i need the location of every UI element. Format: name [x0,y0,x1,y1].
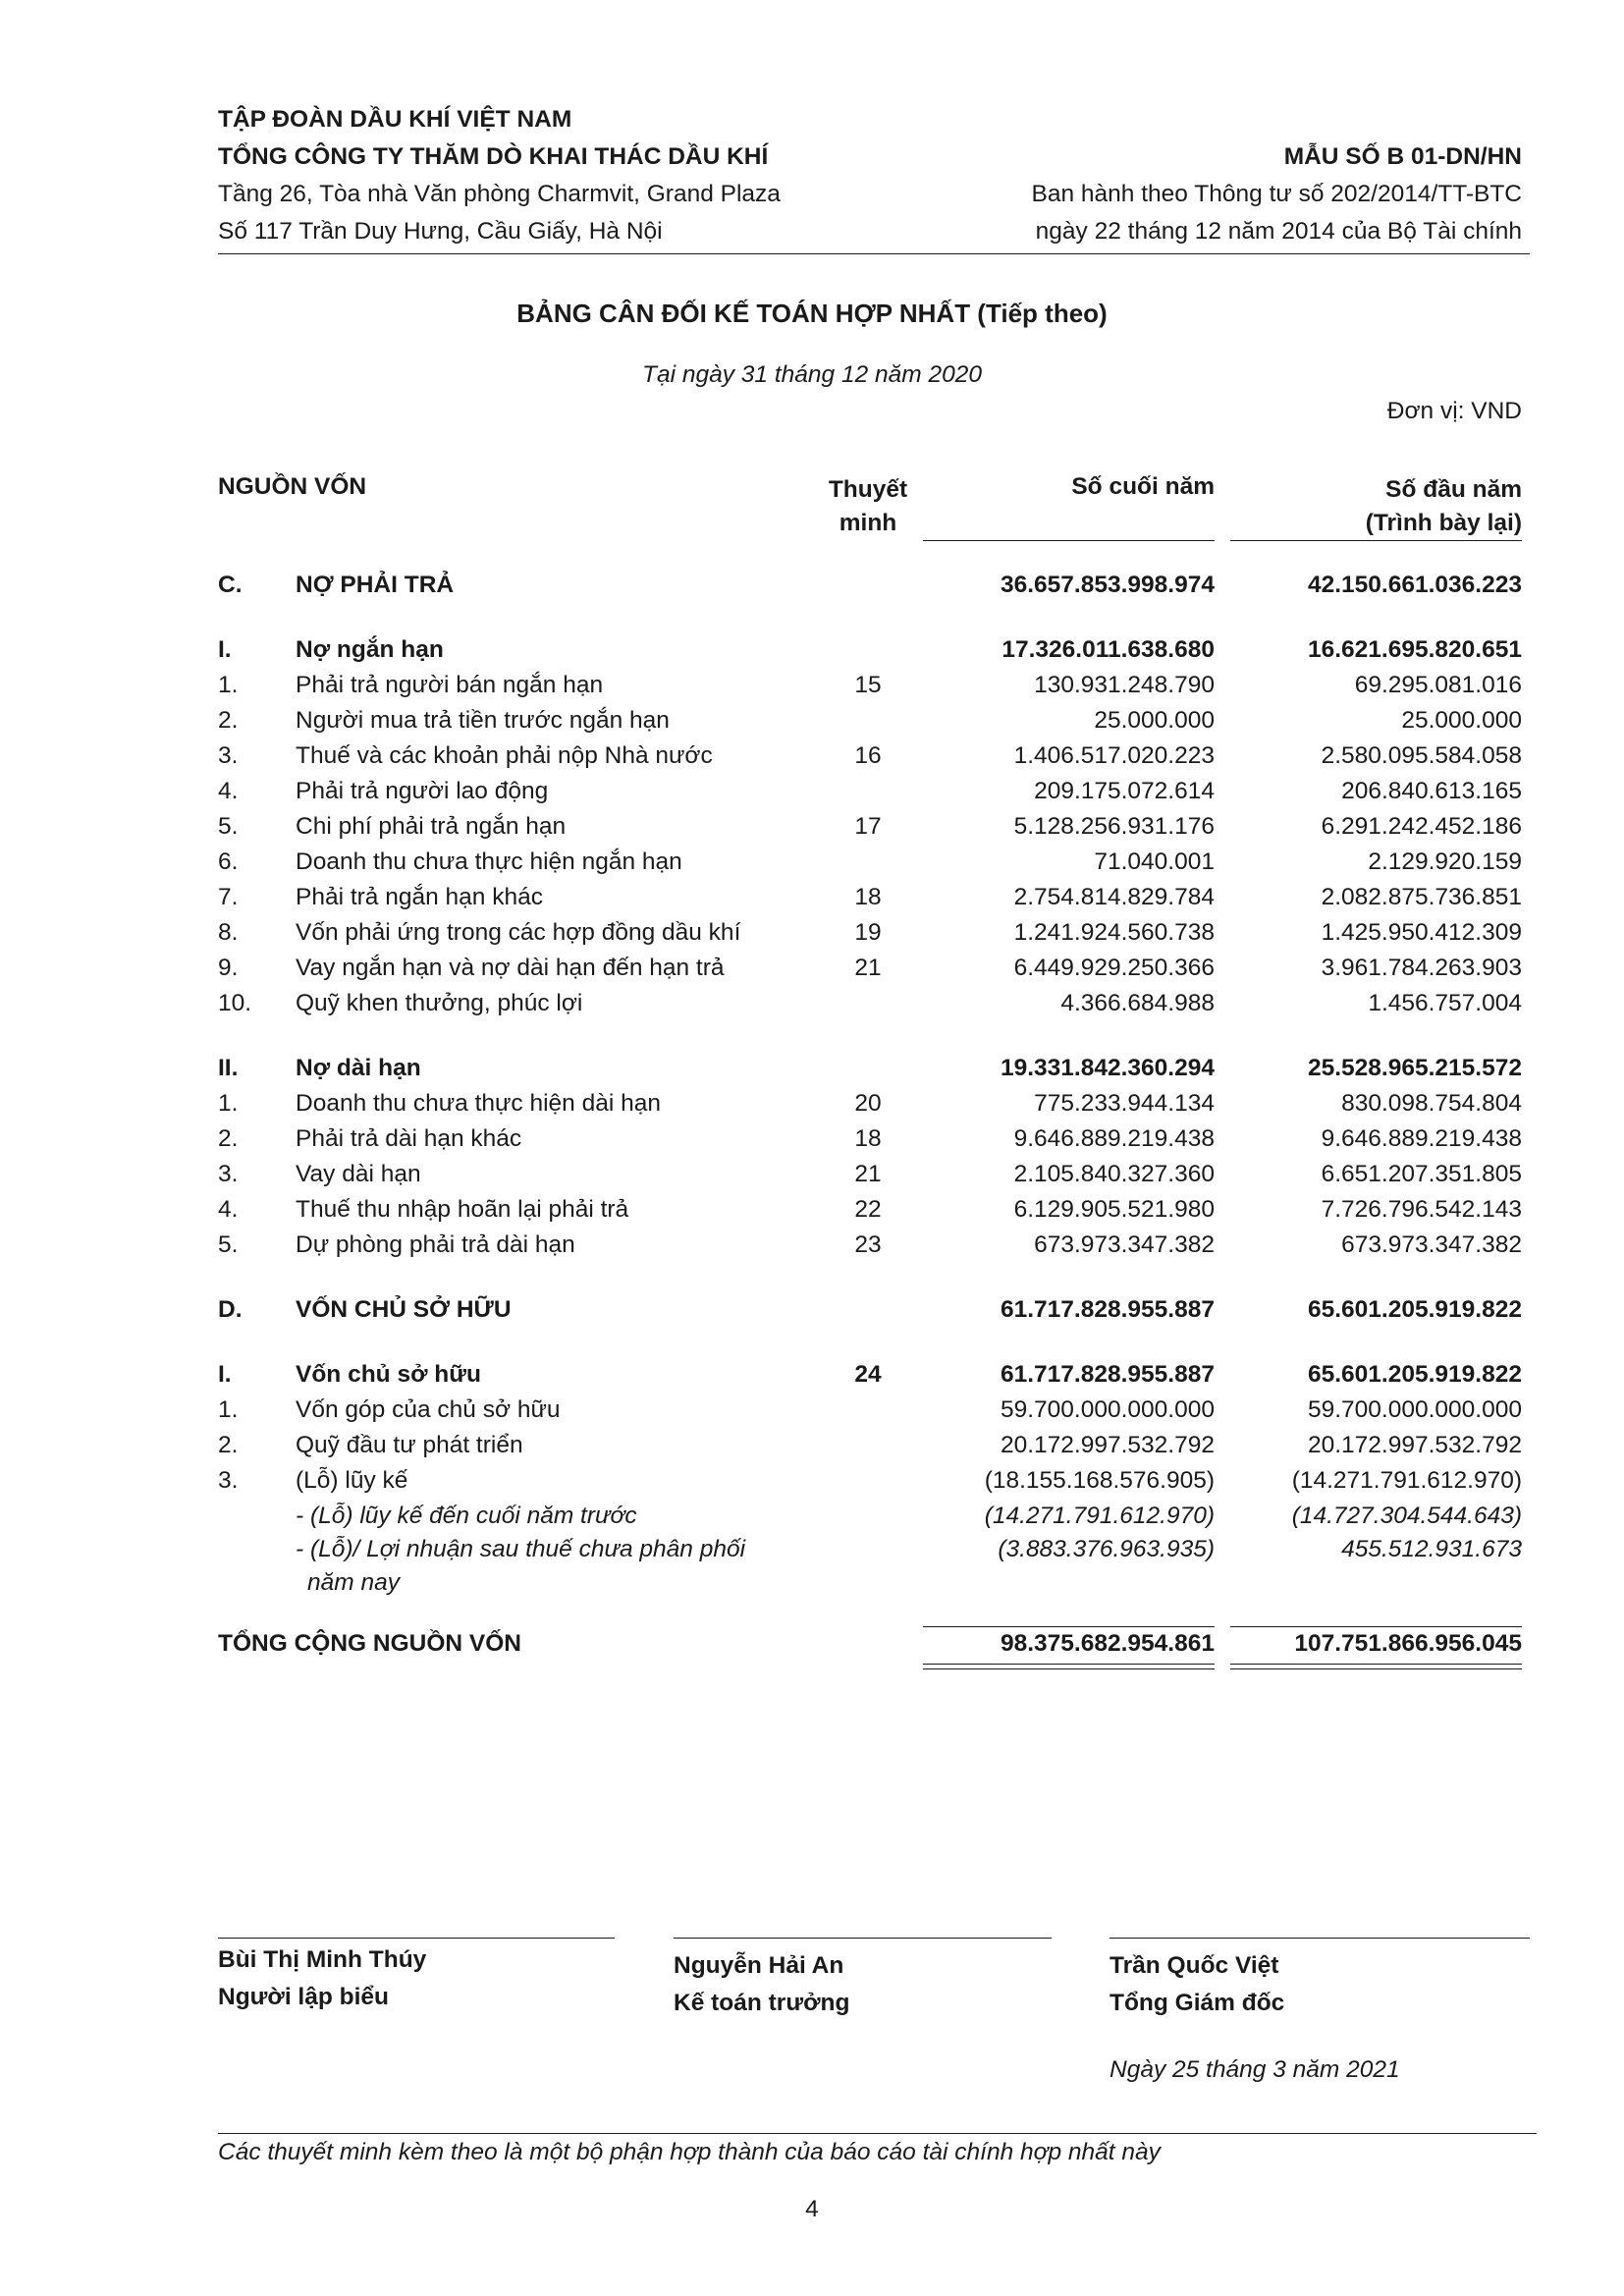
signature-accountant [674,1947,849,2022]
row-note-ref: 24 [854,1361,882,1388]
row-name: - (Lỗ)/ Lợi nhuận sau thuế chưa phân phối [296,1536,746,1562]
table-row [0,632,1624,668]
row-code: 3. [218,1161,239,1187]
form-number: MẪU SỐ B 01-DN/HN [1283,143,1522,170]
row-code: C. [218,572,243,598]
row-beg-value: 1.425.950.412.309 [1321,919,1522,946]
row-end-value: 673.973.347.382 [1034,1231,1215,1258]
total-end-double-1 [923,1664,1215,1665]
currency-unit: Đơn vị: VND [1386,398,1522,424]
row-name: Quỹ đầu tư phát triển [296,1432,523,1458]
table-row [0,1357,1624,1393]
row-code: I. [218,636,232,663]
company-header [218,101,781,250]
row-beg-value: 830.098.754.804 [1341,1090,1522,1117]
row-name: Người mua trả tiền trước ngắn hạn [296,707,670,734]
row-name: Vốn góp của chủ sở hữu [296,1396,561,1423]
table-row [0,1192,1624,1228]
col-note-header-line-1: Thuyết [828,476,908,503]
row-note-ref: 18 [854,884,882,910]
row-end-value: (14.271.791.612.970) [984,1503,1215,1529]
row-end-value: 775.233.944.134 [1034,1090,1215,1117]
row-code: 1. [218,1090,239,1117]
row-beg-value: 6.651.207.351.805 [1321,1161,1522,1187]
total-beg-value: 107.751.866.956.045 [1294,1630,1522,1657]
signature-line-director [1110,1938,1530,1939]
row-code: D. [218,1296,243,1323]
total-beg-double-1 [1230,1664,1522,1665]
row-code: 2. [218,1432,239,1458]
row-beg-value: 7.726.796.542.143 [1321,1196,1522,1223]
row-end-value: 130.931.248.790 [1034,672,1215,698]
row-note-ref: 17 [854,813,882,840]
row-name: - (Lỗ) lũy kế đến cuối năm trước [296,1503,637,1529]
table-row [0,1532,1624,1596]
row-code: 7. [218,884,239,910]
row-code: 9. [218,955,239,981]
col-beg-underline [1230,540,1522,541]
table-row [0,668,1624,703]
row-note-ref: 19 [854,919,882,946]
row-note-ref: 21 [854,955,882,981]
row-end-value: 20.172.997.532.792 [1001,1432,1215,1458]
table-row [0,1121,1624,1157]
row-name: Nợ ngắn hạn [296,636,444,663]
row-end-value: 6.129.905.521.980 [1013,1196,1215,1223]
row-name: Chi phí phải trả ngắn hạn [296,813,567,840]
preparer-name: Bùi Thị Minh Thúy [218,1946,427,1973]
table-row [0,880,1624,915]
row-beg-value: 25.528.965.215.572 [1308,1055,1522,1081]
row-name: Vay ngắn hạn và nợ dài hạn đến hạn trả [296,955,725,981]
signature-line-accountant [674,1938,1052,1939]
accountant-name: Nguyễn Hải An [674,1952,844,1979]
row-end-value: 209.175.072.614 [1034,778,1215,804]
row-name: Nợ dài hạn [296,1055,421,1081]
row-code: 8. [218,919,239,946]
table-row [0,774,1624,809]
table-row [0,568,1624,603]
row-beg-value: 673.973.347.382 [1341,1231,1522,1258]
row-name: Doanh thu chưa thực hiện dài hạn [296,1090,661,1117]
table-row [0,1393,1624,1428]
row-end-value: 5.128.256.931.176 [1013,813,1215,840]
row-code: I. [218,1361,232,1388]
director-role: Tổng Giám đốc [1110,1990,1285,2016]
row-end-value: 1.241.924.560.738 [1013,919,1215,946]
row-note-ref: 21 [854,1161,882,1187]
table-row [0,986,1624,1021]
row-end-value: 36.657.853.998.974 [1001,572,1215,598]
group-name: TẬP ĐOÀN DẦU KHÍ VIỆT NAM [218,106,572,133]
row-note-ref: 18 [854,1125,882,1152]
table-row [0,1157,1624,1192]
total-beg-double-2 [1230,1668,1522,1669]
row-beg-value: 25.000.000 [1401,707,1522,734]
row-beg-value: 65.601.205.919.822 [1308,1361,1522,1388]
address-line-2: Số 117 Trần Duy Hưng, Cầu Giấy, Hà Nội [218,218,663,245]
row-note-ref: 15 [854,672,882,698]
company-name: TỔNG CÔNG TY THĂM DÒ KHAI THÁC DẦU KHÍ [218,143,769,170]
col-end-underline [923,540,1215,541]
form-header [1032,138,1522,250]
row-code: 4. [218,1196,239,1223]
row-name: Vốn chủ sở hữu [296,1361,481,1388]
row-name: NỢ PHẢI TRẢ [296,572,455,598]
row-code: 2. [218,1125,239,1152]
table-row [0,1292,1624,1328]
row-code: 6. [218,848,239,875]
row-code: 3. [218,742,239,769]
col-beg-header-line-2: (Trình bày lại) [1365,510,1522,536]
col-beg-header [1366,473,1522,540]
row-code: 2. [218,707,239,734]
row-beg-value: 1.456.757.004 [1368,990,1522,1016]
row-name: (Lỗ) lũy kế [296,1467,408,1494]
row-end-value: 6.449.929.250.366 [1013,955,1215,981]
row-name: Dự phòng phải trả dài hạn [296,1231,575,1258]
row-beg-value: (14.271.791.612.970) [1291,1467,1522,1494]
row-name: Phải trả dài hạn khác [296,1125,522,1152]
total-row [0,1626,1624,1662]
table-row [0,1428,1624,1463]
row-code: 10. [218,990,252,1016]
table-row [0,703,1624,738]
row-name: Vốn phải ứng trong các hợp đồng dầu khí [296,919,741,946]
row-beg-value: 455.512.931.673 [1341,1536,1522,1562]
page-number: 4 [805,2196,819,2222]
row-end-value: 17.326.011.638.680 [1001,636,1215,663]
col-note-header-line-2: minh [839,510,897,536]
row-beg-value: 42.150.661.036.223 [1308,572,1522,598]
row-end-value: 1.406.517.020.223 [1013,742,1215,769]
row-code: 3. [218,1467,239,1494]
row-note-ref: 20 [854,1090,882,1117]
table-row [0,738,1624,774]
row-beg-value: 3.961.784.263.903 [1321,955,1522,981]
row-code: 5. [218,813,239,840]
row-beg-value: 2.129.920.159 [1368,848,1522,875]
row-end-value: 19.331.842.360.294 [1001,1055,1215,1081]
table-row [0,1228,1624,1263]
table-row [0,1051,1624,1086]
row-end-value: 25.000.000 [1094,707,1215,734]
row-beg-value: 206.840.613.165 [1341,778,1522,804]
table-row [0,1463,1624,1499]
row-name: Thuế thu nhập hoãn lại phải trả [296,1196,629,1223]
row-beg-value: (14.727.304.544.643) [1291,1503,1522,1529]
row-name-continued: năm nay [307,1569,400,1596]
address-line-1: Tầng 26, Tòa nhà Văn phòng Charmvit, Grand Plaza [218,181,781,207]
row-name: Vay dài hạn [296,1161,421,1187]
row-name: Phải trả người lao động [296,778,549,804]
signing-date: Ngày 25 tháng 3 năm 2021 [1110,2056,1400,2083]
row-end-value: 2.105.840.327.360 [1013,1161,1215,1187]
row-name: Phải trả ngắn hạn khác [296,884,543,910]
signature-line-preparer [218,1938,615,1939]
row-name: VỐN CHỦ SỞ HỮU [296,1296,512,1323]
row-name: Thuế và các khoản phải nộp Nhà nước [296,742,713,769]
row-beg-value: 69.295.081.016 [1354,672,1522,698]
col-beg-header-line-1: Số đầu năm [1385,476,1522,503]
row-beg-value: 2.082.875.736.851 [1321,884,1522,910]
row-end-value: 9.646.889.219.438 [1013,1125,1215,1152]
regulation-line-1: Ban hành theo Thông tư số 202/2014/TT-BTC [1031,181,1522,207]
table-row [0,845,1624,880]
table-row [0,951,1624,986]
row-end-value: 4.366.684.988 [1060,990,1215,1016]
footer-divider [218,2133,1537,2134]
row-end-value: 2.754.814.829.784 [1013,884,1215,910]
row-end-value: (18.155.168.576.905) [984,1467,1215,1494]
row-note-ref: 22 [854,1196,882,1223]
table-row [0,1499,1624,1534]
signature-director [1110,1947,1284,2022]
row-beg-value: 9.646.889.219.438 [1321,1125,1522,1152]
row-beg-value: 6.291.242.452.186 [1321,813,1522,840]
row-end-value: 61.717.828.955.887 [1001,1361,1215,1388]
row-beg-value: 20.172.997.532.792 [1308,1432,1522,1458]
signature-preparer [218,1941,426,2016]
col-note-header [805,473,931,540]
regulation-line-2: ngày 22 tháng 12 năm 2014 của Bộ Tài chính [1035,218,1522,245]
row-code: 4. [218,778,239,804]
report-date: Tại ngày 31 tháng 12 năm 2020 [642,361,982,388]
row-end-value: (3.883.376.963.935) [998,1536,1215,1562]
row-beg-value: 16.621.695.820.651 [1308,636,1522,663]
row-end-value: 61.717.828.955.887 [1001,1296,1215,1323]
row-code: 1. [218,672,239,698]
total-label: TỔNG CỘNG NGUỒN VỐN [218,1630,521,1657]
row-end-value: 59.700.000.000.000 [1001,1396,1215,1423]
row-end-value: 71.040.001 [1094,848,1215,875]
row-beg-value: 59.700.000.000.000 [1308,1396,1522,1423]
header-divider [218,253,1530,254]
director-name: Trần Quốc Việt [1110,1952,1279,1979]
row-name: Phải trả người bán ngắn hạn [296,672,604,698]
total-end-value: 98.375.682.954.861 [1001,1630,1215,1657]
accountant-role: Kế toán trưởng [674,1990,850,2016]
row-name: Doanh thu chưa thực hiện ngắn hạn [296,848,682,875]
row-code: 5. [218,1231,239,1258]
page-title: BẢNG CÂN ĐỐI KẾ TOÁN HỢP NHẤT (Tiếp theo) [516,299,1108,328]
row-code: 1. [218,1396,239,1423]
footnote: Các thuyết minh kèm theo là một bộ phận hợp thành của báo cáo tài chính hợp nhất này [218,2139,1161,2165]
table-row [0,915,1624,951]
row-beg-value: 2.580.095.584.058 [1321,742,1522,769]
row-note-ref: 16 [854,742,882,769]
total-end-double-2 [923,1668,1215,1669]
row-beg-value: 65.601.205.919.822 [1308,1296,1522,1323]
row-note-ref: 23 [854,1231,882,1258]
table-row [0,1086,1624,1121]
row-code: II. [218,1055,239,1081]
col-source-header: NGUỒN VỐN [218,473,367,500]
preparer-role: Người lập biểu [218,1984,390,2010]
table-row [0,809,1624,845]
col-end-header: Số cuối năm [1071,473,1215,500]
row-name: Quỹ khen thưởng, phúc lợi [296,990,583,1016]
